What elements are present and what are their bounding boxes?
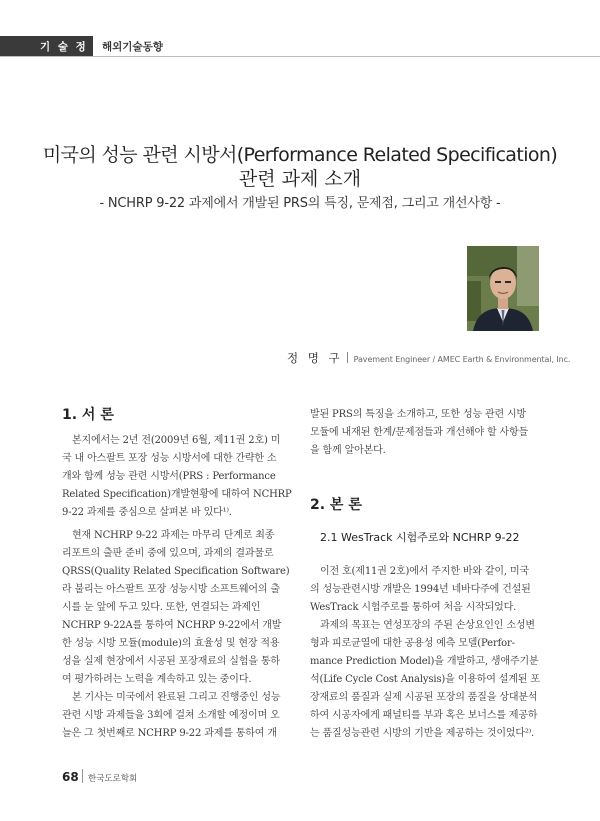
author-line — [287, 347, 570, 366]
section-category: 해외기술동향 — [102, 41, 163, 53]
text-line: 의 성능관련시방 개발은 1994년 네바다주에 건설된 — [310, 584, 531, 595]
publisher-name: 한국도로학회 — [88, 774, 138, 784]
page-number: 68 — [62, 770, 79, 784]
text-line: Related Specification)개발현황에 대하여 NCHRP — [62, 489, 292, 500]
text-line: 이전 호(제11권 2호)에서 주지한 바와 같이, 미국 — [320, 566, 530, 577]
text-line: NCHRP 9-22A를 통하여 NCHRP 9-22에서 개발 — [62, 620, 282, 631]
text-line: 본지에서는 2년 전(2009년 6월, 제11권 2호) 미 — [72, 435, 281, 446]
text-line: 현재 NCHRP 9-22 과제는 마무리 단계로 최종 — [72, 530, 275, 541]
text-line: 늘은 그 첫번째로 NCHRP 9-22 과제를 통하여 개 — [62, 728, 277, 739]
text-line: 을 함께 알아본다. — [310, 445, 386, 456]
text-line: 개와 함께 성능 관련 시방서(PRS : Performance — [62, 471, 276, 482]
header-bar — [0, 36, 600, 56]
text-line: 리포트의 출판 준비 중에 있으며, 과제의 결과물로 — [62, 548, 274, 559]
text-line: 성을 실제 현장에서 시공된 포장재료의 실험을 통하 — [62, 656, 280, 667]
text-line: mance Prediction Model)을 개발하고, 생애주기분 — [310, 656, 539, 667]
text-line: 라 불리는 아스팔트 포장 성능시방 소프트웨어의 출 — [62, 584, 280, 595]
author-name: 정 명 구 — [287, 351, 343, 365]
header-divider — [0, 56, 600, 57]
text-line: 9-22 과제를 중심으로 살펴본 바 있다¹⁾. — [62, 507, 232, 518]
text-line: 장재료의 품질과 실제 시공된 포장의 품질을 상대분석 — [310, 692, 538, 703]
footer-divider — [82, 769, 83, 783]
text-line: 는 품질성능관련 시방의 기반을 제공하는 것이었다²⁾. — [310, 728, 535, 739]
text-line: WesTrack 시험주로를 통하여 처음 시작되었다. — [310, 602, 517, 613]
text-line: 여 평가하려는 노력을 계속하고 있는 중이다. — [62, 674, 252, 685]
text-line: 한 성능 시방 모듈(module)의 효율성 및 현장 적용 — [62, 638, 280, 649]
article-subtitle: - NCHRP 9-22 과제에서 개발된 PRS의 특징, 문제점, 그리고 개선사항 - — [99, 196, 501, 211]
section-heading-introduction: 1. 서 론 — [62, 407, 114, 423]
section-heading-main: 2. 본 론 — [310, 497, 362, 513]
section-tag: 기 술 정 보 — [40, 41, 106, 53]
text-line: 국 내 아스팔트 포장 성능 시방서에 대한 간략한 소 — [62, 453, 277, 464]
text-line: 형과 피로균열에 대한 공용성 예측 모델(Perfor- — [310, 638, 515, 649]
author-divider — [347, 352, 348, 363]
text-line: 발된 PRS의 특징을 소개하고, 또한 성능 관련 시방 — [310, 409, 527, 420]
text-line: 과제의 목표는 연성포장의 주된 손상요인인 소성변 — [320, 620, 535, 631]
text-line: 하여 시공자에게 패널티를 부과 혹은 보너스를 제공하 — [310, 710, 538, 721]
subsection-heading: 2.1 WesTrack 시험주로와 NCHRP 9-22 — [320, 531, 520, 544]
text-line: 시를 눈 앞에 두고 있다. 또한, 연결되는 과제인 — [62, 602, 261, 613]
text-line: QRSS(Quality Related Specification Software) — [62, 566, 290, 577]
text-line: 본 기사는 미국에서 완료된 그리고 진행중인 성능 — [72, 692, 281, 703]
text-line: 석(Life Cycle Cost Analysis)을 이용하여 설계된 포 — [310, 674, 540, 685]
author-photo — [467, 246, 539, 331]
text-line: 관련 시방 과제들을 3회에 걸쳐 소개할 예정이며 오 — [62, 710, 280, 721]
article-title-line2: 관련 과제 소개 — [238, 168, 362, 190]
article-title-line1: 미국의 성능 관련 시방서(Performance Related Specification) — [42, 144, 558, 166]
text-line: 모듈에 내재된 한계/문제점들과 개선해야 할 사항들 — [310, 427, 529, 438]
author-affiliation: Pavement Engineer / AMEC Earth & Environmental, Inc. — [353, 355, 571, 364]
